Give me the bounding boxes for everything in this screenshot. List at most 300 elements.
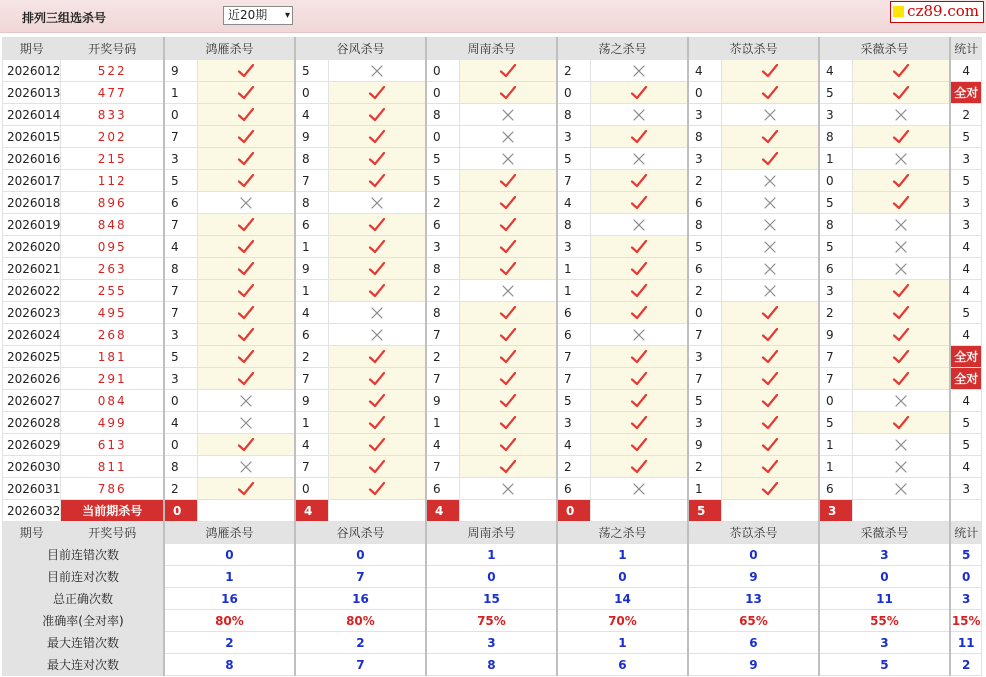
miss-mark-cell — [329, 60, 426, 82]
stat-cell: 4 — [950, 258, 982, 280]
issue-cell: 2026026 — [3, 368, 61, 390]
kill-number-cell: 8 — [426, 302, 460, 324]
stat-cell: 4 — [950, 456, 982, 478]
summary-value: 65% — [688, 610, 819, 632]
header-expert: 周南杀号 — [426, 38, 557, 60]
summary-value: 0 — [557, 566, 688, 588]
kill-number-cell: 3 — [819, 104, 853, 126]
kill-number-cell: 3 — [557, 412, 591, 434]
kill-number-cell: 2 — [688, 280, 722, 302]
hit-mark-cell — [198, 346, 295, 368]
current-kill-value: 5 — [688, 500, 722, 522]
summary-value: 75% — [426, 610, 557, 632]
table-row — [3, 390, 982, 412]
stat-cell: 5 — [950, 412, 982, 434]
kill-number-cell: 1 — [819, 434, 853, 456]
check-icon — [368, 217, 386, 233]
kill-number-cell: 1 — [164, 82, 198, 104]
kill-number-cell: 7 — [688, 368, 722, 390]
summary-label: 总正确次数 — [3, 588, 164, 610]
hit-mark-cell — [853, 280, 950, 302]
kill-number-cell: 2 — [688, 170, 722, 192]
check-icon — [237, 481, 255, 497]
summary-value: 8 — [164, 654, 295, 676]
summary-value: 9 — [688, 566, 819, 588]
summary-value: 0 — [819, 566, 950, 588]
logo-square-icon — [893, 6, 904, 17]
issue-cell: 2026022 — [3, 280, 61, 302]
hit-mark-cell — [198, 126, 295, 148]
check-icon — [630, 415, 648, 431]
kill-number-cell: 1 — [819, 148, 853, 170]
issue-cell: 2026030 — [3, 456, 61, 478]
kill-number-cell: 2 — [426, 346, 460, 368]
check-icon — [368, 85, 386, 101]
cross-icon — [761, 107, 779, 123]
check-icon — [368, 283, 386, 299]
summary-label: 最大连对次数 — [3, 654, 164, 676]
hit-mark-cell — [329, 412, 426, 434]
summary-label: 目前连对次数 — [3, 566, 164, 588]
kill-number-cell: 1 — [688, 478, 722, 500]
cross-icon — [892, 437, 910, 453]
check-icon — [499, 195, 517, 211]
winning-number-cell: 291 — [61, 368, 164, 390]
stat-cell: 5 — [950, 434, 982, 456]
check-icon — [499, 459, 517, 475]
summary-row — [3, 566, 982, 588]
miss-mark-cell — [329, 302, 426, 324]
cross-icon — [368, 63, 386, 79]
kill-number-cell: 6 — [688, 192, 722, 214]
stat-cell: 3 — [950, 148, 982, 170]
kill-number-cell: 5 — [819, 236, 853, 258]
winning-number-cell: 268 — [61, 324, 164, 346]
hit-mark-cell — [198, 258, 295, 280]
summary-value: 7 — [295, 654, 426, 676]
empty-cell — [950, 500, 982, 522]
cross-icon — [892, 459, 910, 475]
summary-value: 3 — [819, 632, 950, 654]
kill-number-cell: 7 — [426, 456, 460, 478]
kill-number-cell: 4 — [164, 236, 198, 258]
hit-mark-cell — [591, 82, 688, 104]
check-icon — [892, 173, 910, 189]
summary-value: 8 — [426, 654, 557, 676]
kill-number-cell: 3 — [688, 104, 722, 126]
kill-number-cell: 3 — [557, 126, 591, 148]
miss-mark-cell — [460, 148, 557, 170]
kill-number-cell: 9 — [819, 324, 853, 346]
hit-mark-cell — [853, 126, 950, 148]
summary-stat: 3 — [950, 588, 982, 610]
kill-number-cell: 2 — [295, 346, 329, 368]
kill-number-cell: 0 — [819, 170, 853, 192]
miss-mark-cell — [591, 60, 688, 82]
check-icon — [368, 261, 386, 277]
check-icon — [368, 371, 386, 387]
header-issue: 期号 — [3, 38, 61, 60]
cross-icon — [630, 151, 648, 167]
summary-value: 14 — [557, 588, 688, 610]
check-icon — [368, 393, 386, 409]
summary-value: 80% — [164, 610, 295, 632]
miss-mark-cell — [853, 390, 950, 412]
kill-number-cell: 4 — [295, 104, 329, 126]
summary-stat: 0 — [950, 566, 982, 588]
summary-value: 6 — [688, 632, 819, 654]
miss-mark-cell — [329, 192, 426, 214]
issue-cell: 2026013 — [3, 82, 61, 104]
cross-icon — [761, 283, 779, 299]
hit-mark-cell — [198, 104, 295, 126]
check-icon — [892, 195, 910, 211]
check-icon — [892, 305, 910, 321]
hit-mark-cell — [591, 302, 688, 324]
hit-mark-cell — [853, 82, 950, 104]
miss-mark-cell — [198, 390, 295, 412]
kill-number-cell: 5 — [295, 60, 329, 82]
hit-mark-cell — [591, 280, 688, 302]
issue-cell: 2026024 — [3, 324, 61, 346]
stat-cell: 3 — [950, 192, 982, 214]
page-title: 排列三组选杀号 — [22, 11, 107, 25]
kill-number-cell: 6 — [819, 258, 853, 280]
summary-value: 7 — [295, 566, 426, 588]
summary-value: 2 — [295, 632, 426, 654]
cross-icon — [630, 107, 648, 123]
kill-number-cell: 9 — [426, 390, 460, 412]
kill-number-cell: 0 — [164, 434, 198, 456]
kill-number-cell: 6 — [426, 478, 460, 500]
issue-cell: 2026019 — [3, 214, 61, 236]
hit-mark-cell — [853, 324, 950, 346]
top-bar — [0, 0, 986, 33]
header-expert: 谷风杀号 — [295, 38, 426, 60]
empty-cell — [198, 500, 295, 522]
stat-cell: 4 — [950, 324, 982, 346]
kill-number-cell: 2 — [688, 456, 722, 478]
kill-number-cell: 7 — [164, 280, 198, 302]
summary-value: 0 — [688, 544, 819, 566]
table-row — [3, 412, 982, 434]
summary-row — [3, 632, 982, 654]
miss-mark-cell — [591, 148, 688, 170]
hit-mark-cell — [460, 302, 557, 324]
summary-value: 16 — [295, 588, 426, 610]
check-icon — [237, 129, 255, 145]
check-icon — [892, 327, 910, 343]
kill-number-cell: 6 — [295, 214, 329, 236]
empty-cell — [460, 500, 557, 522]
hit-mark-cell — [198, 478, 295, 500]
cross-icon — [499, 129, 517, 145]
check-icon — [237, 85, 255, 101]
header-winning-number: 开奖号码 — [61, 38, 164, 60]
check-icon — [630, 129, 648, 145]
header-stats: 统计 — [950, 38, 982, 60]
check-icon — [499, 63, 517, 79]
summary-row — [3, 588, 982, 610]
current-kill-value: 4 — [426, 500, 460, 522]
period-select[interactable] — [223, 6, 293, 25]
kill-number-cell: 3 — [426, 236, 460, 258]
header-winning-number: 开奖号码 — [61, 522, 164, 544]
summary-row — [3, 610, 982, 632]
hit-mark-cell — [591, 126, 688, 148]
check-icon — [892, 283, 910, 299]
check-icon — [761, 63, 779, 79]
check-icon — [630, 261, 648, 277]
current-kill-value: 0 — [557, 500, 591, 522]
miss-mark-cell — [329, 324, 426, 346]
winning-number-cell: 477 — [61, 82, 164, 104]
hit-mark-cell — [198, 170, 295, 192]
check-icon — [499, 261, 517, 277]
kill-number-cell: 2 — [557, 456, 591, 478]
winning-number-cell: 095 — [61, 236, 164, 258]
kill-number-cell: 7 — [819, 346, 853, 368]
check-icon — [761, 393, 779, 409]
check-icon — [368, 415, 386, 431]
kill-number-cell: 8 — [688, 126, 722, 148]
check-icon — [630, 85, 648, 101]
check-icon — [892, 349, 910, 365]
kill-number-cell: 3 — [164, 368, 198, 390]
kill-number-cell: 0 — [164, 390, 198, 412]
table-row — [3, 236, 982, 258]
kill-number-cell: 6 — [557, 478, 591, 500]
summary-value: 0 — [426, 566, 557, 588]
kill-number-cell: 6 — [819, 478, 853, 500]
check-icon — [368, 129, 386, 145]
check-icon — [499, 85, 517, 101]
kill-number-cell: 7 — [557, 170, 591, 192]
hit-mark-cell — [722, 412, 819, 434]
miss-mark-cell — [460, 126, 557, 148]
kill-number-table — [2, 37, 982, 676]
header-expert: 苶苡杀号 — [688, 522, 819, 544]
kill-number-cell: 0 — [688, 302, 722, 324]
summary-value: 2 — [164, 632, 295, 654]
empty-cell — [591, 500, 688, 522]
hit-mark-cell — [198, 82, 295, 104]
stat-cell: 5 — [950, 170, 982, 192]
current-kill-label: 当前期杀号 — [61, 500, 164, 522]
hit-mark-cell — [722, 456, 819, 478]
cross-icon — [892, 481, 910, 497]
cross-icon — [630, 217, 648, 233]
winning-number-cell: 255 — [61, 280, 164, 302]
kill-number-cell: 5 — [164, 170, 198, 192]
kill-number-cell: 5 — [557, 390, 591, 412]
kill-number-cell: 9 — [295, 390, 329, 412]
kill-number-cell: 8 — [426, 104, 460, 126]
table-row — [3, 478, 982, 500]
check-icon — [499, 415, 517, 431]
check-icon — [761, 151, 779, 167]
kill-number-cell: 2 — [164, 478, 198, 500]
hit-mark-cell — [460, 82, 557, 104]
hit-mark-cell — [853, 412, 950, 434]
table-row — [3, 302, 982, 324]
miss-mark-cell — [591, 324, 688, 346]
kill-number-cell: 1 — [295, 236, 329, 258]
winning-number-cell: 848 — [61, 214, 164, 236]
hit-mark-cell — [722, 368, 819, 390]
check-icon — [892, 85, 910, 101]
issue-cell: 2026031 — [3, 478, 61, 500]
cross-icon — [499, 107, 517, 123]
kill-number-cell: 9 — [164, 60, 198, 82]
winning-number-cell: 084 — [61, 390, 164, 412]
empty-cell — [722, 500, 819, 522]
check-icon — [237, 239, 255, 255]
kill-number-cell: 5 — [426, 170, 460, 192]
kill-number-cell: 8 — [557, 104, 591, 126]
check-icon — [499, 305, 517, 321]
hit-mark-cell — [853, 170, 950, 192]
kill-number-cell: 0 — [295, 478, 329, 500]
check-icon — [761, 459, 779, 475]
check-icon — [761, 85, 779, 101]
summary-row — [3, 654, 982, 676]
cross-icon — [892, 393, 910, 409]
hit-mark-cell — [198, 148, 295, 170]
check-icon — [368, 239, 386, 255]
check-icon — [237, 283, 255, 299]
miss-mark-cell — [853, 434, 950, 456]
kill-number-cell: 5 — [688, 390, 722, 412]
hit-mark-cell — [591, 368, 688, 390]
cross-icon — [892, 239, 910, 255]
table-row — [3, 280, 982, 302]
miss-mark-cell — [460, 104, 557, 126]
hit-mark-cell — [591, 456, 688, 478]
hit-mark-cell — [329, 170, 426, 192]
table-row — [3, 82, 982, 104]
kill-number-cell: 5 — [688, 236, 722, 258]
kill-number-cell: 9 — [688, 434, 722, 456]
issue-cell: 2026014 — [3, 104, 61, 126]
hit-mark-cell — [460, 390, 557, 412]
cross-icon — [499, 151, 517, 167]
hit-mark-cell — [198, 236, 295, 258]
check-icon — [237, 437, 255, 453]
hit-mark-cell — [460, 368, 557, 390]
hit-mark-cell — [722, 82, 819, 104]
kill-number-cell: 8 — [295, 148, 329, 170]
period-select-value: 近20期 — [228, 8, 268, 22]
hit-mark-cell — [591, 346, 688, 368]
hit-mark-cell — [722, 126, 819, 148]
summary-value: 1 — [164, 566, 295, 588]
hit-mark-cell — [591, 412, 688, 434]
kill-number-cell: 1 — [557, 280, 591, 302]
check-icon — [630, 239, 648, 255]
hit-mark-cell — [198, 434, 295, 456]
kill-number-cell: 8 — [164, 258, 198, 280]
check-icon — [368, 459, 386, 475]
summary-value: 80% — [295, 610, 426, 632]
check-icon — [499, 239, 517, 255]
hit-mark-cell — [460, 60, 557, 82]
kill-number-cell: 3 — [164, 324, 198, 346]
kill-number-cell: 1 — [295, 280, 329, 302]
kill-number-cell: 5 — [426, 148, 460, 170]
empty-cell — [329, 500, 426, 522]
kill-number-cell: 8 — [819, 214, 853, 236]
check-icon — [892, 371, 910, 387]
kill-number-cell: 0 — [164, 104, 198, 126]
miss-mark-cell — [853, 456, 950, 478]
miss-mark-cell — [853, 104, 950, 126]
all-correct-badge: 全对 — [950, 346, 982, 368]
issue-cell: 2026027 — [3, 390, 61, 412]
check-icon — [630, 195, 648, 211]
hit-mark-cell — [460, 192, 557, 214]
table-row — [3, 258, 982, 280]
hit-mark-cell — [460, 236, 557, 258]
summary-value: 15 — [426, 588, 557, 610]
kill-number-cell: 4 — [426, 434, 460, 456]
check-icon — [630, 437, 648, 453]
hit-mark-cell — [722, 302, 819, 324]
hit-mark-cell — [722, 390, 819, 412]
check-icon — [630, 173, 648, 189]
miss-mark-cell — [722, 170, 819, 192]
hit-mark-cell — [853, 192, 950, 214]
kill-number-cell: 4 — [557, 192, 591, 214]
summary-label: 目前连错次数 — [3, 544, 164, 566]
current-kill-value: 0 — [164, 500, 198, 522]
check-icon — [630, 371, 648, 387]
kill-number-cell: 7 — [426, 324, 460, 346]
site-logo[interactable] — [890, 1, 984, 23]
summary-label: 最大连错次数 — [3, 632, 164, 654]
hit-mark-cell — [329, 280, 426, 302]
check-icon — [761, 327, 779, 343]
summary-value: 1 — [426, 544, 557, 566]
chevron-down-icon: ▾ — [284, 10, 290, 21]
check-icon — [237, 217, 255, 233]
kill-number-cell: 5 — [557, 148, 591, 170]
check-icon — [892, 129, 910, 145]
winning-number-cell: 112 — [61, 170, 164, 192]
stat-cell: 4 — [950, 280, 982, 302]
cross-icon — [368, 195, 386, 211]
kill-number-cell: 6 — [426, 214, 460, 236]
kill-number-cell: 8 — [426, 258, 460, 280]
cross-icon — [368, 305, 386, 321]
cross-icon — [630, 327, 648, 343]
summary-value: 13 — [688, 588, 819, 610]
issue-cell: 2026021 — [3, 258, 61, 280]
kill-number-cell: 1 — [426, 412, 460, 434]
kill-number-cell: 7 — [557, 346, 591, 368]
check-icon — [499, 437, 517, 453]
cross-icon — [237, 393, 255, 409]
miss-mark-cell — [460, 280, 557, 302]
hit-mark-cell — [329, 104, 426, 126]
summary-stat: 2 — [950, 654, 982, 676]
kill-number-cell: 7 — [819, 368, 853, 390]
kill-number-cell: 9 — [295, 258, 329, 280]
stat-cell: 4 — [950, 390, 982, 412]
hit-mark-cell — [198, 324, 295, 346]
hit-mark-cell — [329, 148, 426, 170]
hit-mark-cell — [198, 302, 295, 324]
